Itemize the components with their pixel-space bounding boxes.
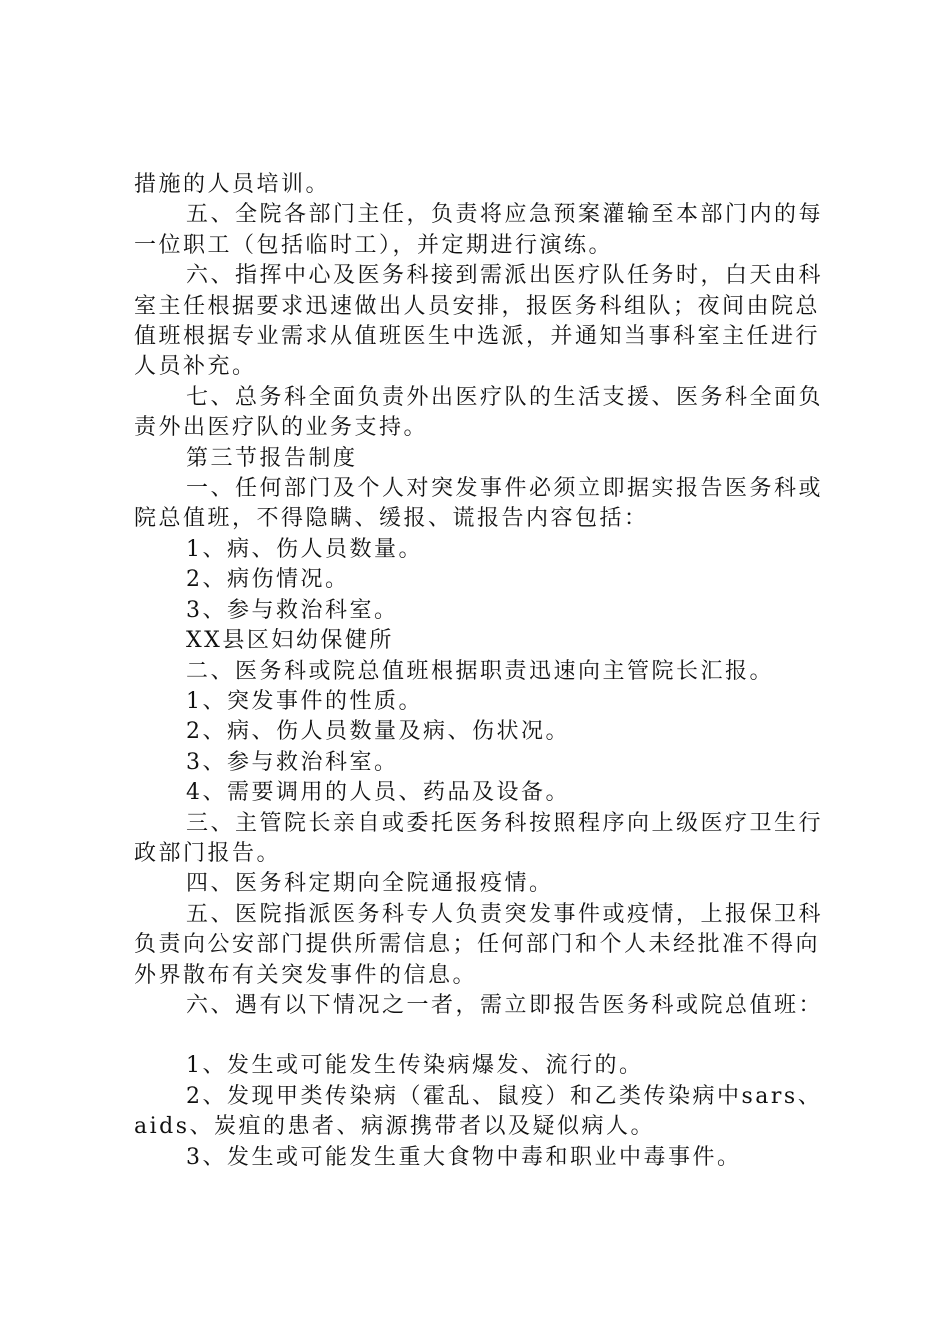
list-item: 2、病伤情况。 — [186, 567, 350, 593]
paragraph: 四、医务科定期向全院通报疫情。 — [186, 871, 554, 897]
list-item: 1、突发事件的性质。 — [186, 688, 423, 714]
paragraph: 五、全院各部门主任，负责将应急预案灌输至本部门内的每一位职工（包括临时工），并定期进行演练。 — [134, 202, 824, 258]
paragraph: 五、医院指派医务科专人负责突发事件或疫情，上报保卫科负责向公安部门提供所需信息；任何部门和个人未经批准不得向外界散布有关突发事件的信息。 — [134, 901, 824, 988]
paragraph: 措施的人员培训。 — [134, 172, 331, 197]
organization-name: XX县区妇幼保健所 — [186, 628, 394, 654]
paragraph: 六、指挥中心及医务科接到需派出医疗队任务时，白天由科室主任根据要求迅速做出人员安排，报医务科组队；夜间由院总值班根据专业需求从值班医生中选派，并通知当事科室主任进行人员补充。 — [134, 263, 824, 380]
list-item: 1、发生或可能发生传染病爆发、流行的。 — [186, 1053, 644, 1079]
list-item: 2、发现甲类传染病（霍乱、鼠疫）和乙类传染病中sars、aids、炭疽的患者、病源携带者以及疑似病人。 — [134, 1083, 823, 1140]
list-item: 3、发生或可能发生重大食物中毒和职业中毒事件。 — [186, 1144, 742, 1170]
paragraph: 一、任何部门及个人对突发事件必须立即据实报告医务科或院总值班，不得隐瞒、缓报、谎报告内容包括： — [134, 476, 824, 532]
paragraph: 二、医务科或院总值班根据职责迅速向主管院长汇报。 — [186, 658, 775, 684]
list-item: 3、参与救治科室。 — [186, 749, 399, 775]
blank-line — [134, 1021, 824, 1051]
section-heading: 第三节报告制度 — [186, 445, 358, 471]
list-item: 2、病、伤人员数量及病、伤状况。 — [186, 719, 570, 745]
list-item: 1、病、伤人员数量。 — [186, 536, 423, 562]
paragraph: 七、总务科全面负责外出医疗队的生活支援、医务科全面负责外出医疗队的业务支持。 — [134, 384, 824, 441]
list-item: 4、需要调用的人员、药品及设备。 — [186, 780, 570, 806]
list-item: 3、参与救治科室。 — [186, 597, 399, 623]
document-body — [134, 170, 824, 1173]
paragraph: 三、主管院长亲自或委托医务科按照程序向上级医疗卫生行政部门报告。 — [134, 810, 824, 866]
paragraph: 六、遇有以下情况之一者，需立即报告医务科或院总值班： — [186, 992, 824, 1018]
